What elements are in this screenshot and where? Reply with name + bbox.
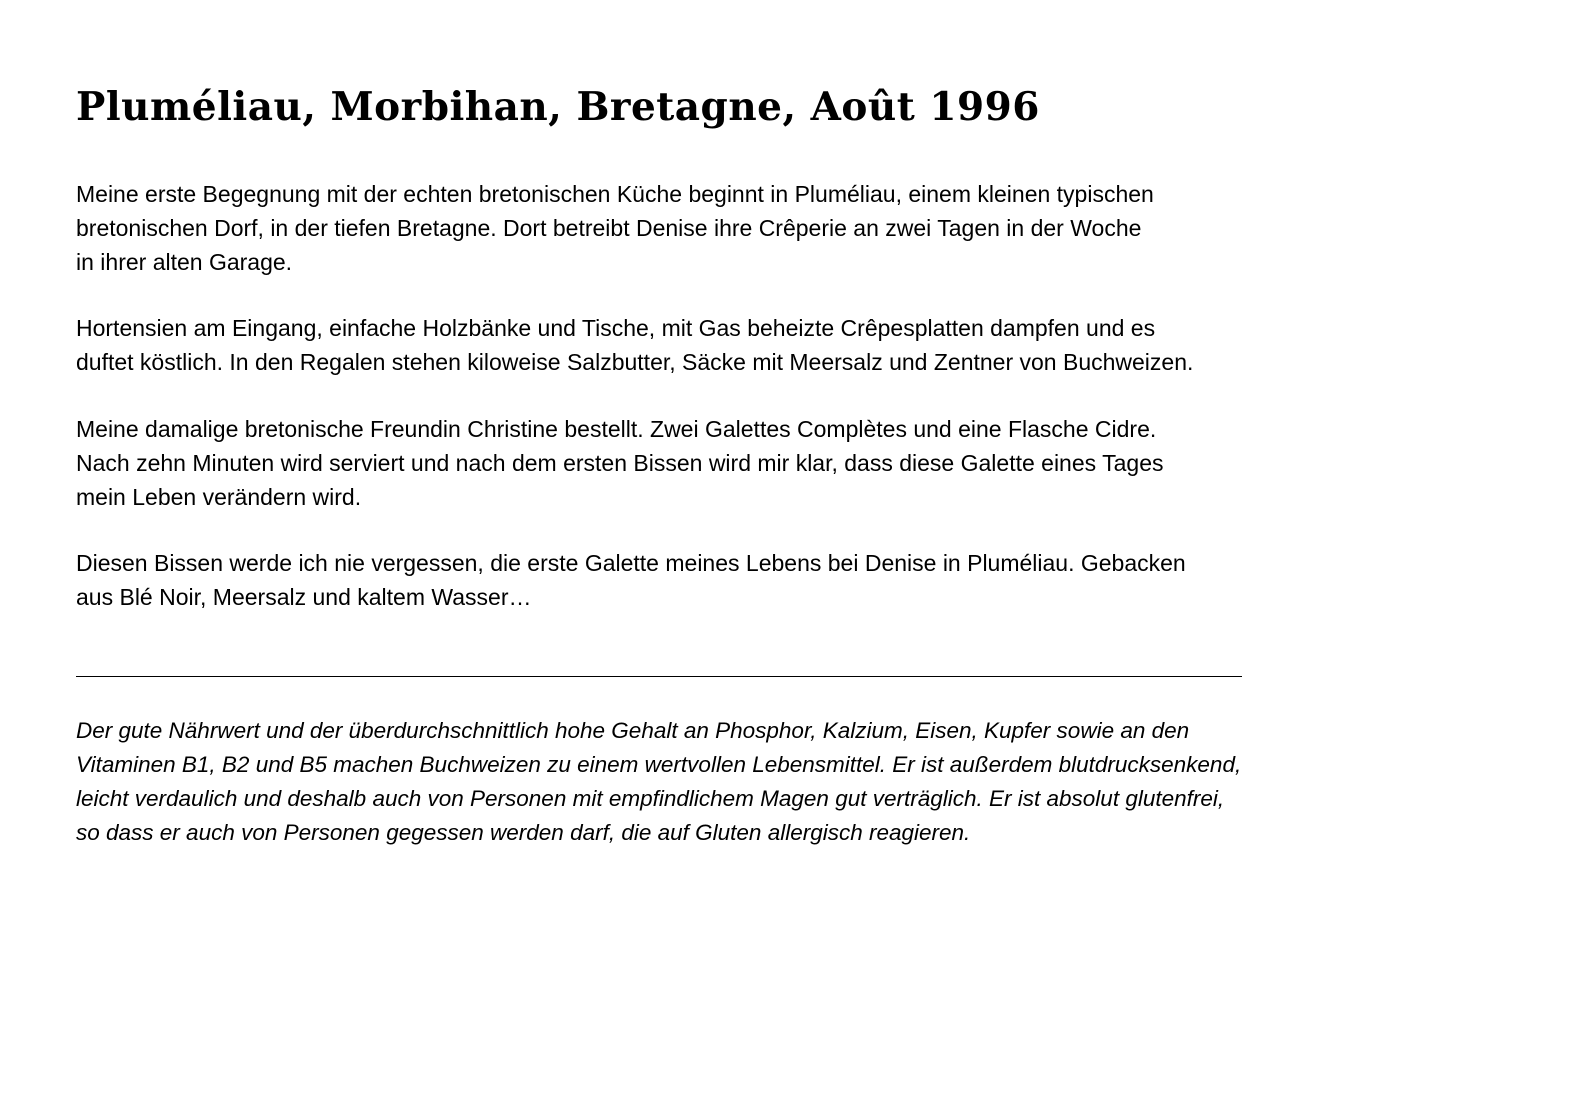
text-line: in ihrer alten Garage. bbox=[76, 249, 293, 275]
note-line: leicht verdaulich und deshalb auch von Personen mit empfindlichem Magen gut verträglich. Er ist absolut glutenfrei, bbox=[76, 786, 1225, 811]
text-line: mein Leben verändern wird. bbox=[76, 484, 362, 510]
note-line: Vitaminen B1, B2 und B5 machen Buchweizen zu einem wertvollen Lebensmittel. Er ist außerdem blutdrucksenkend, bbox=[76, 752, 1242, 777]
text-line: Meine damalige bretonische Freundin Christine bestellt. Zwei Galettes Complètes und eine Flasche Cidre. bbox=[76, 416, 1157, 442]
paragraph-2 bbox=[76, 311, 1316, 379]
horizontal-divider bbox=[76, 676, 1242, 677]
nutrition-note bbox=[76, 714, 1241, 850]
text-line: Nach zehn Minuten wird serviert und nach dem ersten Bissen wird mir klar, dass diese Galette eines Tages bbox=[76, 450, 1164, 476]
paragraph-4 bbox=[76, 546, 1316, 614]
note-line: so dass er auch von Personen gegessen werden darf, die auf Gluten allergisch reagieren. bbox=[76, 820, 971, 845]
paragraph-1 bbox=[76, 177, 1316, 279]
text-line: aus Blé Noir, Meersalz und kaltem Wasser… bbox=[76, 584, 532, 610]
note-line: Der gute Nährwert und der überdurchschnittlich hohe Gehalt an Phosphor, Kalzium, Eisen, Kupfer sowie an den bbox=[76, 718, 1190, 743]
text-line: Hortensien am Eingang, einfache Holzbänke und Tische, mit Gas beheizte Crêpesplatten dampfen und es bbox=[76, 315, 1156, 341]
text-line: Meine erste Begegnung mit der echten bretonischen Küche beginnt in Pluméliau, einem kleinen typischen bbox=[76, 181, 1154, 207]
text-line: Diesen Bissen werde ich nie vergessen, die erste Galette meines Lebens bei Denise in Pluméliau. Gebacken bbox=[76, 550, 1186, 576]
text-line: bretonischen Dorf, in der tiefen Bretagne. Dort betreibt Denise ihre Crêperie an zwei Tagen in der Woche bbox=[76, 215, 1142, 241]
paragraph-3 bbox=[76, 412, 1316, 514]
page-title: Pluméliau, Morbihan, Bretagne, Août 1996 bbox=[76, 84, 1040, 130]
text-line: duftet köstlich. In den Regalen stehen kiloweise Salzbutter, Säcke mit Meersalz und Zentner von Buchweizen. bbox=[76, 349, 1194, 375]
